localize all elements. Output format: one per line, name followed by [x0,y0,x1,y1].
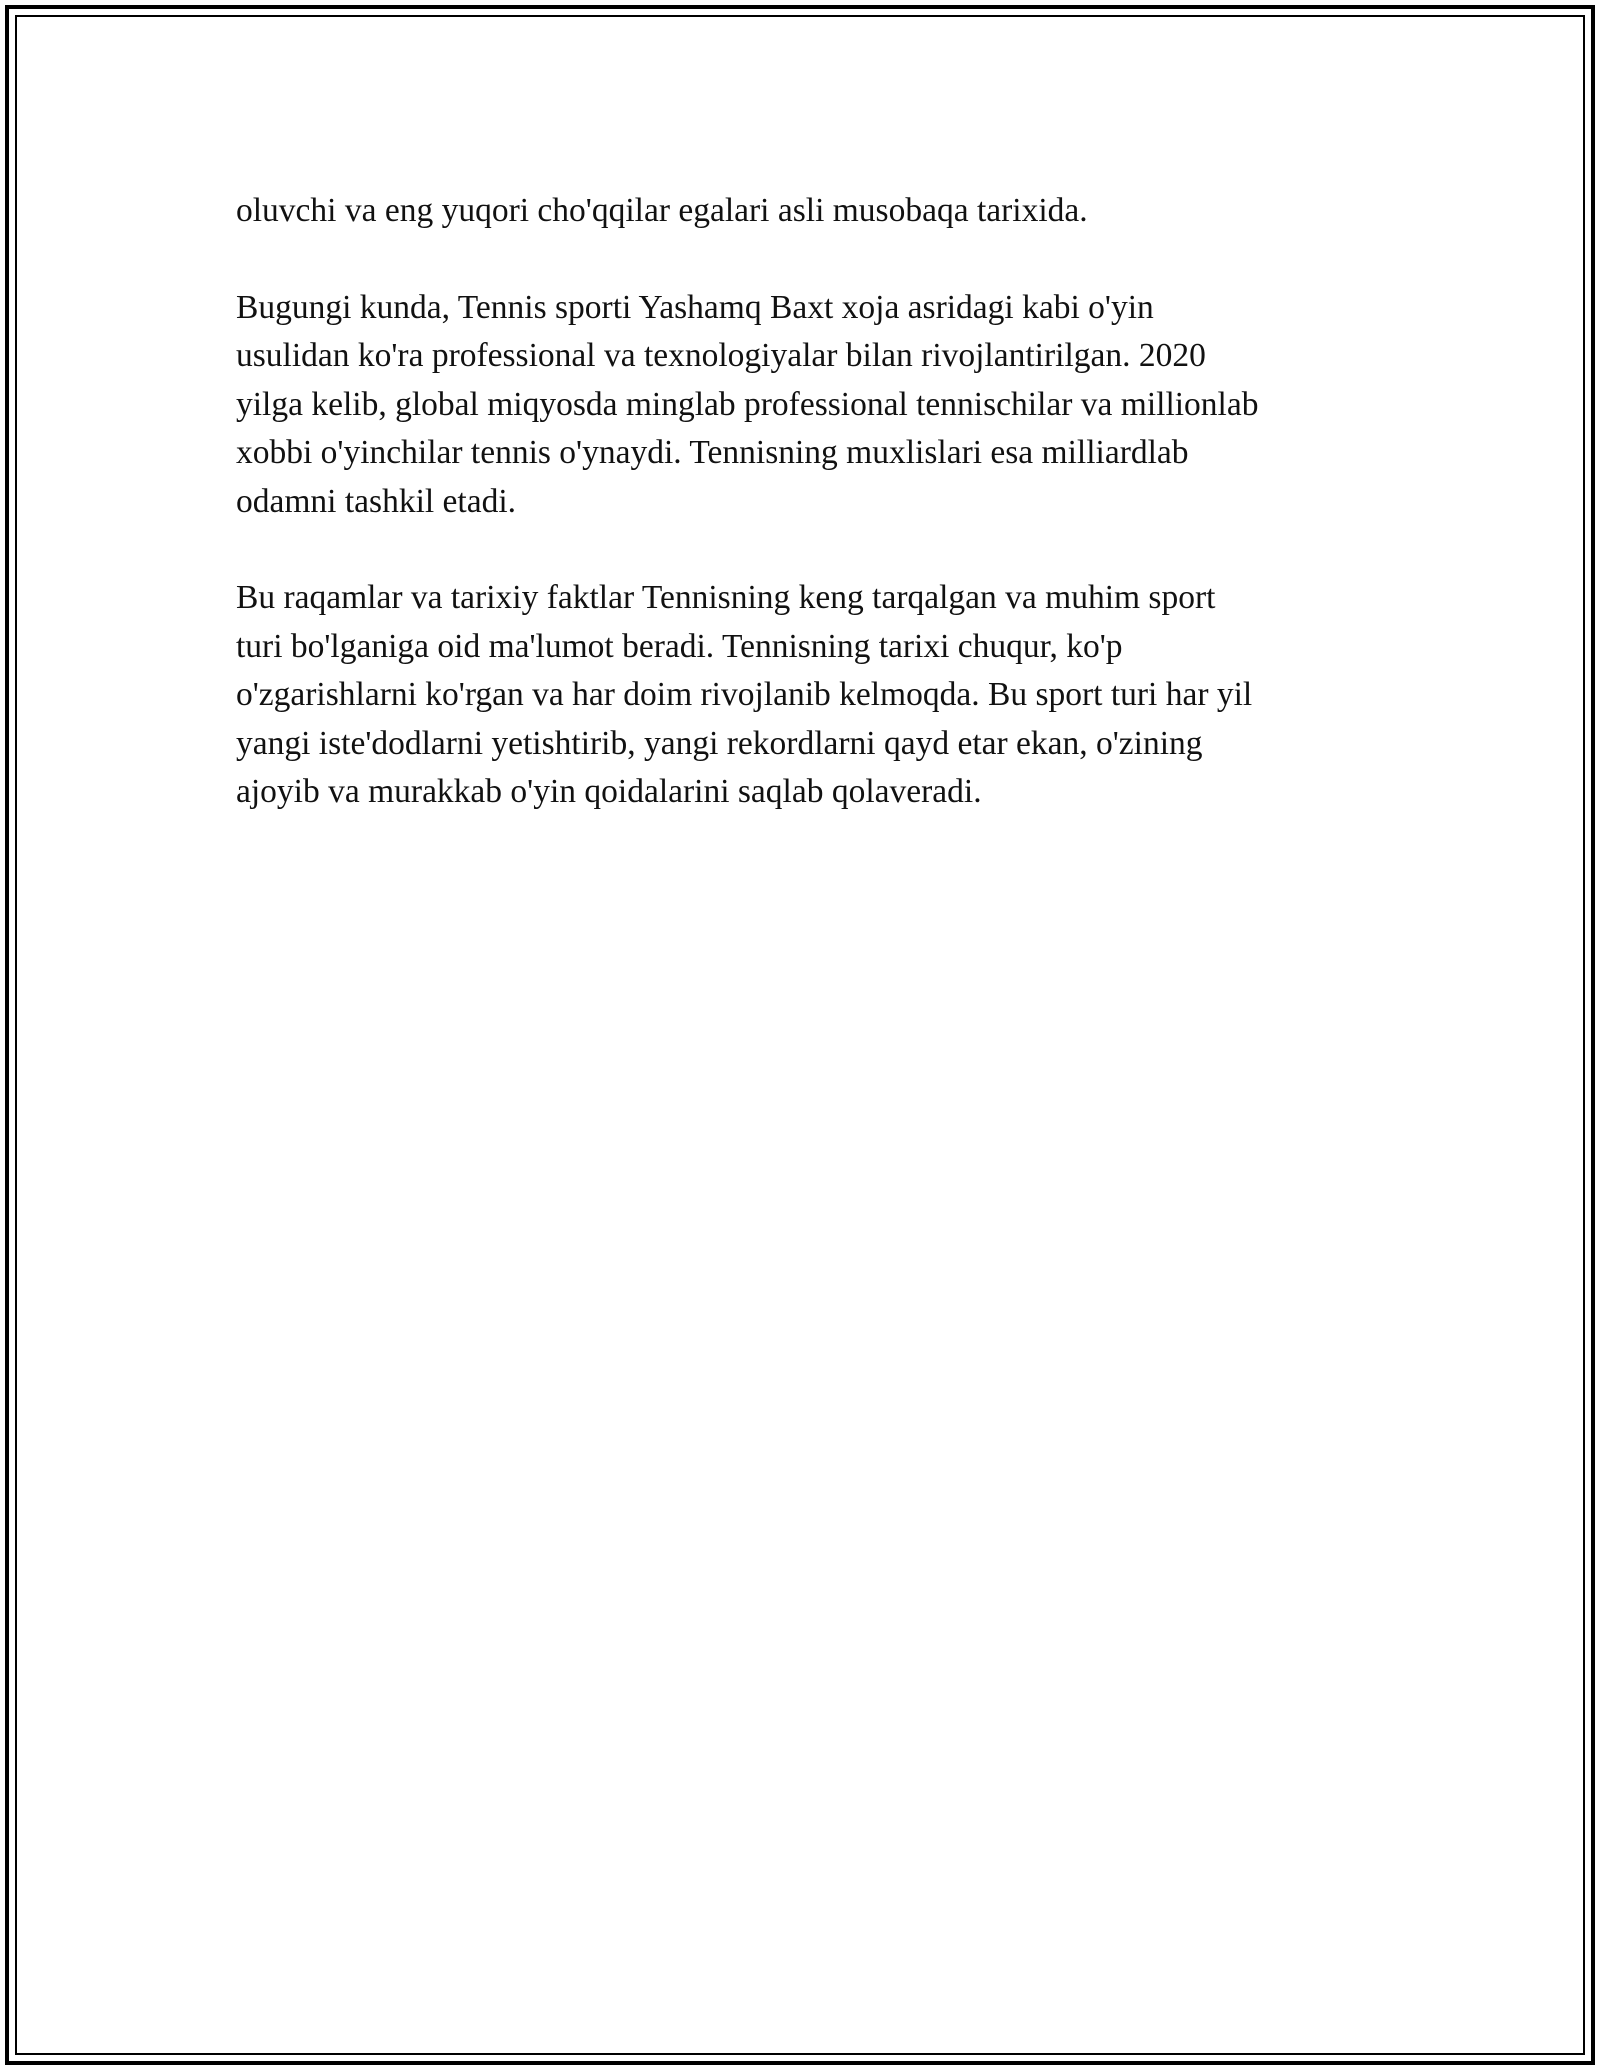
document-body [236,187,1366,865]
paragraph-continuation: oluvchi va eng yuqori cho'qqilar egalari asli musobaqa tarixida. [236,192,1088,229]
paragraph-tennis-today: Bugungi kunda, Tennis sporti Yashamq Baxt xoja asridagi kabi o'yin usulidan ko'ra professional va texnologiyalar bilan rivojlantirilgan. 2020 yilga kelib, global miqyosda minglab professional tennischilar va millionlab xobbi o'yinchilar tennis o'ynaydi. Tennisning muxlislari esa milliardlab odamni tashkil etadi. [236,288,1259,520]
paragraph-tennis-conclusion: Bu raqamlar va tarixiy faktlar Tennisning keng tarqalgan va muhim sport turi bo'lganiga oid ma'lumot beradi. Tennisning tarixi chuqur, ko'p o'zgarishlarni ko'rgan va har doim rivojlanib kelmoqda. Bu sport turi har yil yangi iste'dodlarni yetishtirib, yangi rekordlarni qayd etar ekan, o'zining ajoyib va murakkab o'yin qoidalarini saqlab qolaveradi. [236,579,1253,810]
